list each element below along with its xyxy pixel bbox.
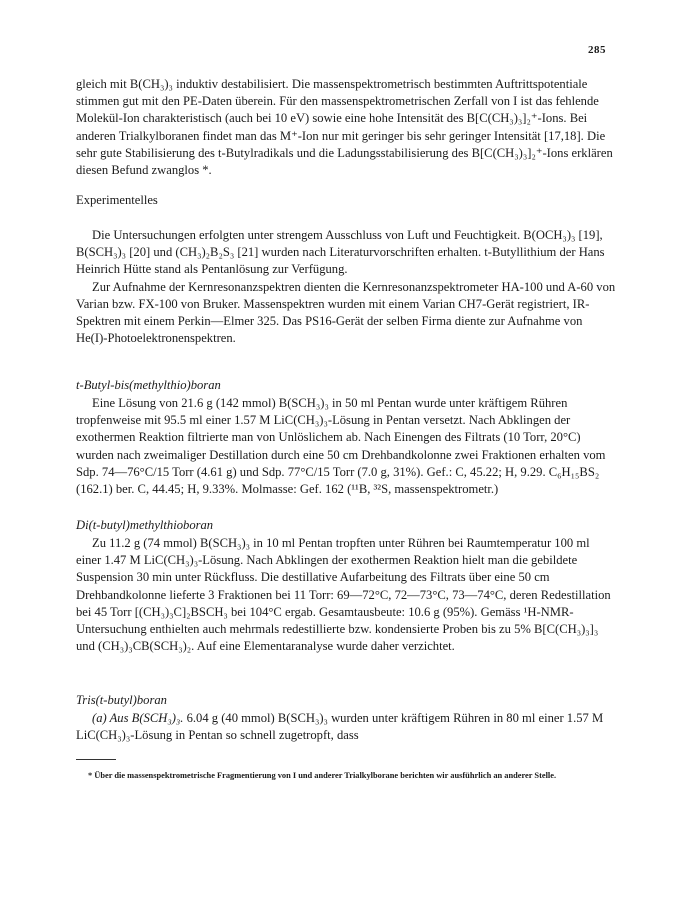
experimental-para-2: Zur Aufnahme der Kernresonanzspektren dienten die Kernresonanzspektrometer HA-100 und A-60 von Varian bzw. FX-100 von Bruker. Massenspektren wurden mit einem Varian CH7-Gerät registriert, IR-Spektren mit einem Perkin—Elmer 325. Das PS16-Gerät der selben Firma diente zur Aufnahme von He(I)-Photoelektronenspektren. <box>76 279 616 346</box>
tris-tbutyl-section <box>76 710 616 744</box>
tris-method-label: (a) Aus B(SCH₃)₃. <box>92 711 184 725</box>
experimental-para-1: Die Untersuchungen erfolgten unter strengem Ausschluss von Luft und Feuchtigkeit. B(OCH₃)₃ [19], B(SCH₃)₃ [20] und (CH₃)₂B₂S₃ [21] wurden nach Literaturvorschriften erhalten. t-Butyllithium der Hans Heinrich Hütte stand als Pentanlösung zur Verfügung. <box>76 228 605 277</box>
di-tbutyl-section <box>76 535 616 655</box>
intro-paragraph <box>76 76 616 179</box>
tris-tbutyl-text <box>76 710 616 744</box>
footnote: * Über die massenspektrometrische Fragmentierung von I und anderer Trialkylborane berichten wir ausführlich an anderer Stelle. <box>88 771 557 780</box>
page-number: 285 <box>588 44 606 56</box>
tbutyl-section <box>76 395 616 498</box>
di-tbutyl-text: Zu 11.2 g (74 mmol) B(SCH₃)₃ in 10 ml Pentan tropften unter Rühren bei Raumtemperatur 100 ml einer 1.47 M LiC(CH₃)₃-Lösung. Nach Abklingen der exothermen Reaktion hielt man die gebildete Suspension 30 min unter Rückfluss. Die destillative Aufarbeitung des Filtrats über eine 50 cm Drehbandkolonne lieferte 3 Fraktionen bei 11 Torr: 69—72°C, 72—73°C, 73—74°C, deren Redestillation bei 45 Torr [(CH₃)₃C]₂BSCH₃ bei 104°C ergab. Gesamtausbeute: 10.6 g (95%). Gemäss ¹H-NMR-Untersuchung enthielten auch mehrmals redestillierte bzw. kondensierte Proben bis zu 5% B[C(CH₃)₃]₃ und (CH₃)₃CB(SCH₃)₂. Auf eine Elementaranalyse wurde daher verzichtet. <box>76 536 611 654</box>
subheading-di-tbutyl: Di(t-butyl)methylthioboran <box>76 518 214 532</box>
footnote-divider <box>76 759 116 760</box>
experimental-paragraphs <box>76 227 616 347</box>
section-heading-experimental: Experimentelles <box>76 193 158 207</box>
subheading-tris-tbutyl: Tris(t-butyl)boran <box>76 693 167 707</box>
tris-method-text: 6.04 g (40 mmol) B(SCH₃)₃ wurden unter kräftigem Rühren in 80 ml einer 1.57 M LiC(CH₃)₃-Lösung in Pentan so schnell zugetropft, dass <box>76 711 604 743</box>
subheading-tbutyl: t-Butyl-bis(methylthio)boran <box>76 378 221 392</box>
intro-text: gleich mit B(CH₃)₃ induktiv destabilisiert. Die massenspektrometrisch bestimmten Auftrittspotentiale stimmen gut mit den PE-Daten überein. Für den massenspektrometrischen Zerfall von I ist das fehlende Molekül-Ion charakteristisch (auch bei 10 eV) sowie eine hohe Intensität des B[C(CH₃)₃]₂⁺-Ions. Bei anderen Trialkylboranen findet man das M⁺-Ion nur mit geringer bis sehr geringer Intensität [17,18]. Die sehr gute Stabilisierung des t-Butylradikals und die Ladungsstabilisierung des B[C(CH₃)₃]₂⁺-Ions erklären diesen Befund zwanglos *. <box>76 77 613 178</box>
tbutyl-text: Eine Lösung von 21.6 g (142 mmol) B(SCH₃)₃ in 50 ml Pentan wurde unter kräftigem Rühren tropfenweise mit 95.5 ml einer 1.57 M LiC(CH₃)₃-Lösung in Pentan versetzt. Nach Abklingen der exothermen Reaktion filtrierte man von Unlöslichem ab. Nach Einengen des Filtrats (10 Torr, 20°C) wurden nach zweimaliger Destillation durch eine 50 cm Drehbandkolonne zwei Fraktionen erhalten vom Sdp. 74—76°C/15 Torr (4.61 g) und Sdp. 77°C/15 Torr (7.0 g, 31%). Gef.: C, 45.22; H, 9.29. C₆H₁₅BS₂ (162.1) ber. C, 44.45; H, 9.33%. Molmasse: Gef. 162 (¹¹B, ³²S, massenspektrometr.) <box>76 396 606 497</box>
